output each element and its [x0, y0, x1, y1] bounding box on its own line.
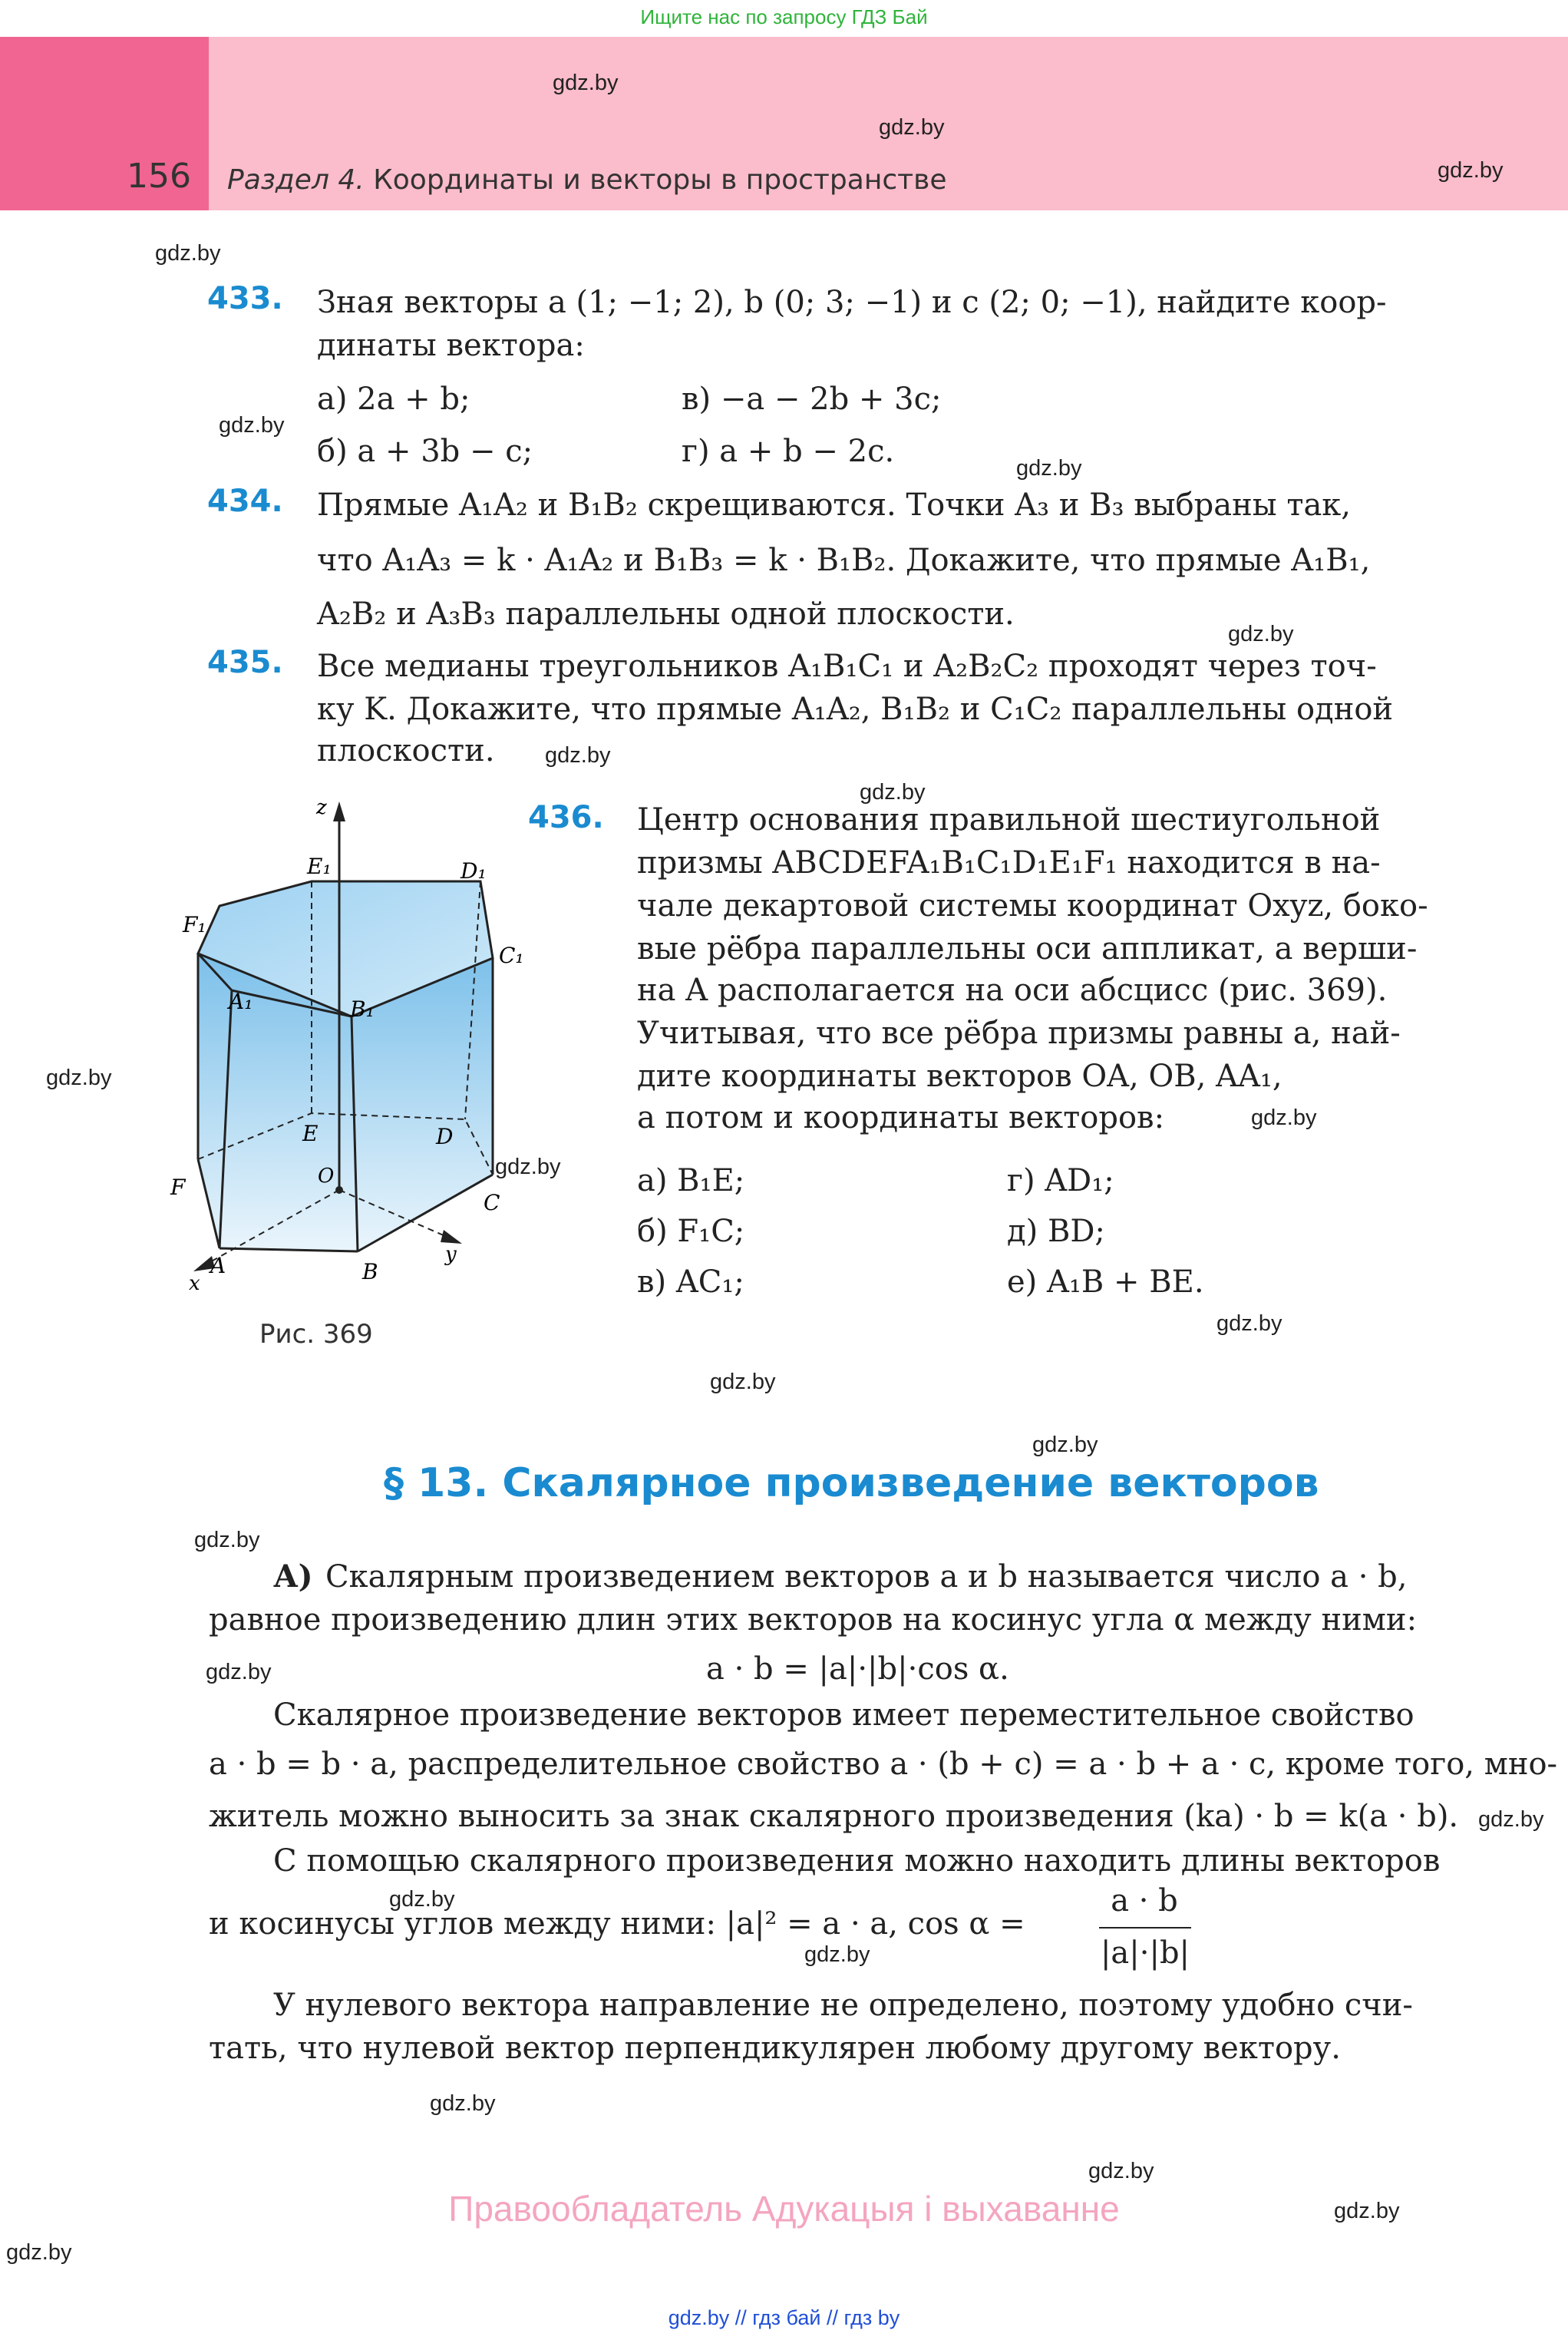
paragraph-line: тать, что нулевой вектор перпендикулярен любому другому вектору. — [209, 2031, 1341, 2066]
label-c: C — [484, 1190, 500, 1215]
watermark: gdz.by — [1251, 1106, 1317, 1130]
paragraph-line: и косинусы углов между ними: |a|² = a · a, cos α = — [209, 1906, 1025, 1942]
label-b1: B₁ — [350, 996, 375, 1022]
prism-figure — [161, 791, 591, 1297]
section-name: Координаты и векторы в пространстве — [373, 164, 947, 196]
watermark: gdz.by — [1228, 622, 1294, 646]
problem-435-number: 435. — [207, 645, 283, 680]
watermark: gdz.by — [1216, 1311, 1282, 1336]
watermark: gdz.by — [155, 241, 221, 266]
label-a: A — [210, 1253, 226, 1278]
formula-cos-denominator: |a|·|b| — [1100, 1935, 1190, 1971]
watermark: gdz.by — [1478, 1807, 1544, 1832]
paragraph-line: С помощью скалярного произведения можно находить длины векторов — [273, 1843, 1441, 1879]
copyright-notice: Правообладатель Адукацыя і выхаванне — [448, 2189, 1120, 2229]
problem-436-number: 436. — [528, 800, 604, 835]
watermark: gdz.by — [804, 1942, 870, 1967]
problem-433-number: 433. — [207, 281, 283, 316]
paragraph-line: У нулевого вектора направление не определено, поэтому удобно счи- — [273, 1988, 1413, 2023]
problem-436-b: б) F₁C; — [637, 1214, 745, 1249]
label-d: D — [436, 1124, 454, 1149]
paragraph-line: Скалярное произведение векторов имеет переместительное свойство — [273, 1697, 1415, 1733]
watermark: gdz.by — [1016, 456, 1082, 481]
formula-cos-numerator: a · b — [1111, 1883, 1178, 1919]
problem-436-line: Центр основания правильной шестиугольной — [637, 802, 1381, 838]
page-number: 156 — [127, 157, 191, 196]
label-o: O — [318, 1165, 335, 1188]
watermark: gdz.by — [194, 1528, 260, 1552]
watermark: gdz.by — [1334, 2199, 1400, 2223]
watermark: gdz.by — [710, 1370, 776, 1394]
watermark: gdz.by — [6, 2240, 72, 2265]
problem-433-v: в) −a − 2b + 3c; — [682, 382, 942, 417]
problem-436-e: е) A₁B + BE. — [1007, 1264, 1204, 1300]
problem-436-line: дите координаты векторов OA, OB, AA₁, — [637, 1059, 1282, 1094]
paragraph-line: a · b = b · a, распределительное свойство a · (b + c) = a · b + a · c, кроме того, мно- — [209, 1747, 1558, 1782]
problem-435-line-3: плоскости. — [317, 733, 495, 768]
problem-433-line-2: динаты вектора: — [317, 328, 585, 363]
problem-434-number: 434. — [207, 484, 283, 519]
paragraph-label-a: А) — [273, 1558, 313, 1595]
problem-436-v: в) AC₁; — [637, 1264, 744, 1300]
formula-fraction-bar — [1099, 1927, 1191, 1929]
label-f1: F₁ — [183, 912, 206, 937]
problem-434-line-3: A₂B₂ и A₃B₃ параллельны одной плоскости. — [317, 597, 1015, 632]
label-c1: C₁ — [499, 943, 524, 968]
label-x: x — [189, 1272, 200, 1295]
watermark: gdz.by — [495, 1155, 561, 1179]
label-z: z — [316, 796, 327, 819]
label-d1: D₁ — [460, 858, 487, 884]
problem-434-line-2: что A₁A₃ = k · A₁A₂ и B₁B₃ = k · B₁B₂. Докажите, что прямые A₁B₁, — [317, 543, 1371, 578]
bottom-links[interactable]: gdz.by // гдз бай // гдз by — [668, 2306, 900, 2329]
watermark: gdz.by — [545, 743, 611, 768]
watermark: gdz.by — [430, 2091, 496, 2116]
watermark: gdz.by — [219, 413, 285, 438]
watermark: gdz.by — [1438, 158, 1504, 183]
problem-436-line: Учитывая, что все рёбра призмы равны a, най- — [637, 1016, 1401, 1051]
watermark: gdz.by — [206, 1660, 272, 1684]
label-y: y — [445, 1243, 457, 1266]
watermark: gdz.by — [1088, 2159, 1154, 2183]
problem-433-g: г) a + b − 2c. — [682, 434, 895, 469]
problem-435-line-2: ку K. Докажите, что прямые A₁A₂, B₁B₂ и C₁C₂ параллельны одной — [317, 692, 1394, 727]
paragraph-line: равное произведению длин этих векторов на косинус угла α между ними: — [209, 1602, 1418, 1638]
problem-436-line: призмы ABCDEFA₁B₁C₁D₁E₁F₁ находится в на- — [637, 845, 1381, 881]
problem-435-line-1: Все медианы треугольников A₁B₁C₁ и A₂B₂C₂ проходят через точ- — [317, 649, 1377, 684]
origin-point — [335, 1186, 343, 1194]
watermark: gdz.by — [879, 115, 945, 140]
watermark: gdz.by — [46, 1066, 112, 1090]
problem-436-line: а потом и координаты векторов: — [637, 1100, 1165, 1135]
z-axis-arrow — [333, 801, 345, 821]
problem-436-a: а) B₁E; — [637, 1163, 745, 1198]
label-e1: E₁ — [307, 854, 332, 879]
paragraph-heading: § 13. Скалярное произведение векторов — [384, 1460, 1319, 1506]
section-prefix: Раздел 4. — [227, 164, 365, 196]
watermark: gdz.by — [389, 1887, 455, 1912]
problem-436-line: вые рёбра параллельны оси аппликат, а верши- — [637, 931, 1418, 967]
figure-caption: Рис. 369 — [259, 1319, 373, 1350]
section-title — [227, 164, 946, 196]
problem-436-line: на A располагается на оси абсцисс (рис. 369). — [637, 973, 1388, 1008]
paragraph-line: житель можно выносить за знак скалярного произведения (ka) · b = k(a · b). — [209, 1799, 1459, 1834]
label-f: F — [170, 1175, 186, 1200]
problem-436-g: г) AD₁; — [1007, 1163, 1114, 1198]
problem-434-line-1: Прямые A₁A₂ и B₁B₂ скрещиваются. Точки A₃ и B₃ выбраны так, — [317, 488, 1352, 523]
top-banner[interactable]: Ищите нас по запросу ГДЗ Бай — [640, 5, 928, 28]
watermark: gdz.by — [1032, 1433, 1098, 1457]
y-axis-arrow — [441, 1230, 462, 1244]
watermark: gdz.by — [860, 780, 926, 805]
formula-dot-product: a · b = |a|·|b|·cos α. — [706, 1651, 1009, 1687]
label-e: E — [302, 1121, 319, 1146]
problem-436-line: чале декартовой системы координат Oxyz, боко- — [637, 888, 1428, 924]
problem-433-b: б) a + 3b − c; — [317, 434, 533, 469]
label-a1: A₁ — [229, 989, 253, 1014]
watermark: gdz.by — [553, 71, 619, 95]
label-b: B — [362, 1259, 378, 1284]
problem-433-line-1: Зная векторы a (1; −1; 2), b (0; 3; −1) и c (2; 0; −1), найдите коор- — [317, 285, 1387, 320]
paragraph-line: Скалярным произведением векторов a и b называется число a · b, — [325, 1559, 1408, 1595]
problem-436-d: д) BD; — [1007, 1214, 1105, 1249]
problem-433-a: а) 2a + b; — [317, 382, 470, 417]
